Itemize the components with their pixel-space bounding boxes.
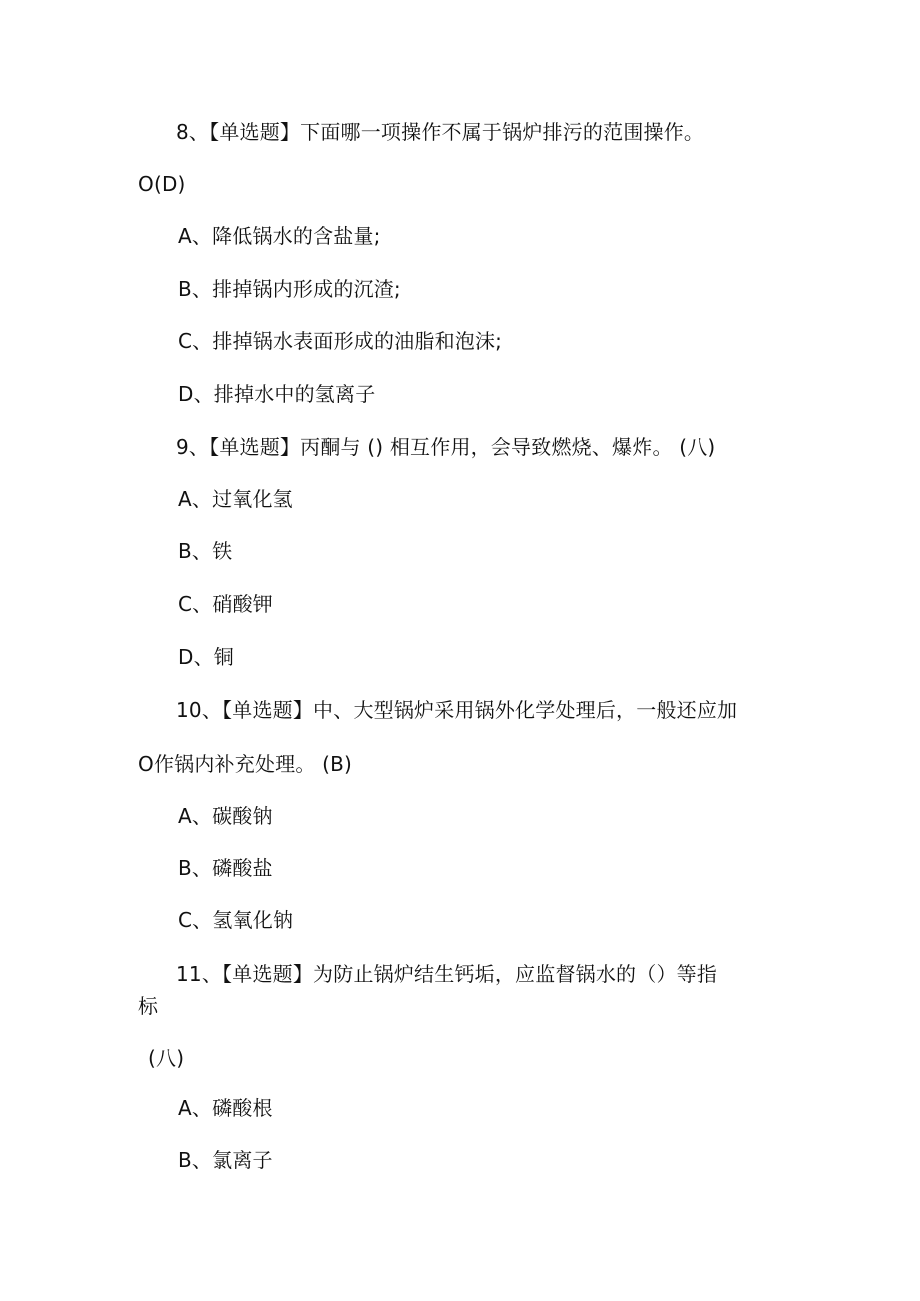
question-11-answer: (八) <box>148 1046 185 1070</box>
question-10-option-b: B、磷酸盐 <box>178 856 273 880</box>
question-9-option-d: D、铜 <box>178 645 235 669</box>
question-9-option-a: A、过氧化氢 <box>178 487 293 511</box>
question-11-option-a: A、磷酸根 <box>178 1096 273 1120</box>
question-8-answer: O(D) <box>138 172 186 196</box>
question-10-stem: 10、【单选题】中、大型锅炉采用锅外化学处理后，一般还应加 <box>176 698 738 722</box>
question-10-option-a: A、碳酸钠 <box>178 804 273 828</box>
question-11-option-b: B、氯离子 <box>178 1148 273 1172</box>
question-8-option-a: A、降低锅水的含盐量; <box>178 224 381 248</box>
question-8-option-b: B、排掉锅内形成的沉渣; <box>178 277 401 301</box>
question-10-option-c: C、氢氧化钠 <box>178 908 294 932</box>
question-10-continuation: O作锅内补充处理。 (B) <box>138 752 353 776</box>
question-9-option-c: C、硝酸钾 <box>178 592 273 616</box>
question-8-option-c: C、排掉锅水表面形成的油脂和泡沫; <box>178 329 503 353</box>
question-9-stem: 9、【单选题】丙酮与 () 相互作用，会导致燃烧、爆炸。 (八) <box>176 435 716 459</box>
question-8-stem: 8、【单选题】下面哪一项操作不属于锅炉排污的范围操作。 <box>176 120 705 144</box>
question-11-continuation: 标 <box>138 994 159 1018</box>
question-11-stem: 11、【单选题】为防止锅炉结生钙垢，应监督锅水的（）等指 <box>176 962 718 986</box>
question-9-option-b: B、铁 <box>178 539 233 563</box>
question-8-option-d: D、排掉水中的氢离子 <box>178 382 376 406</box>
